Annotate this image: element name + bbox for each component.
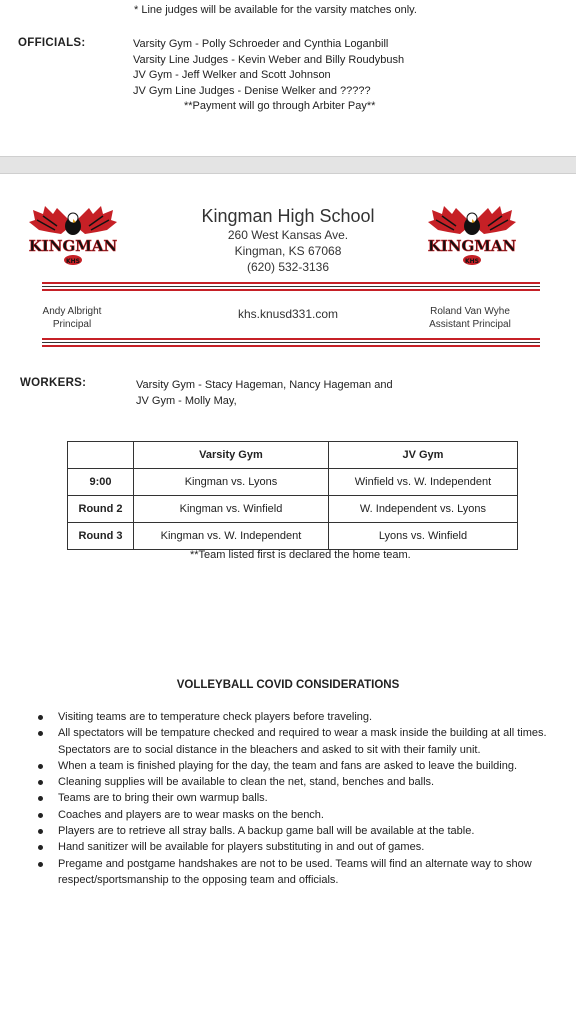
schedule-row <box>68 469 518 496</box>
schedule-header-cell <box>68 442 134 469</box>
schedule-slot: Round 2 <box>68 496 134 523</box>
workers-item: Varsity Gym - Stacy Hageman, Nancy Hageman and <box>136 379 393 391</box>
schedule-header-cell: Varsity Gym <box>134 442 329 469</box>
list-item: Coaches and players are to wear masks on the bench. <box>38 807 550 823</box>
schedule-row <box>68 523 518 550</box>
letterhead-rule <box>42 289 540 291</box>
list-item: Players are to retrieve all stray balls. A backup game ball will be available at the table. <box>38 823 550 839</box>
schedule-row <box>68 496 518 523</box>
list-item: When a team is finished playing for the day, the team and fans are asked to leave the building. <box>38 758 550 774</box>
schedule-varsity-match: Kingman vs. Lyons <box>134 469 329 496</box>
schedule-varsity-match: Kingman vs. W. Independent <box>134 523 329 550</box>
letterhead-rule <box>42 338 540 340</box>
schedule-jv-match: Winfield vs. W. Independent <box>328 469 517 496</box>
schedule-header-row <box>68 442 518 469</box>
list-item: Visiting teams are to temperature check players before traveling. <box>38 709 550 725</box>
workers-list <box>136 377 393 409</box>
workers-label: WORKERS: <box>20 377 87 389</box>
officials-item: Varsity Line Judges - Kevin Weber and Billy Roudybush <box>133 53 405 66</box>
officials-item: JV Gym - Jeff Welker and Scott Johnson <box>133 69 331 81</box>
logo-subtext: KHS <box>465 258 479 265</box>
address-street: 260 West Kansas Ave. <box>227 228 349 242</box>
covid-list <box>38 709 550 888</box>
logo-wordmark: KINGMAN <box>427 237 517 255</box>
officials-item: JV Gym Line Judges - Denise Welker and ????? <box>133 84 371 97</box>
school-name: Kingman High School <box>201 206 375 226</box>
schedule-header-cell: JV Gym <box>328 442 517 469</box>
logo-wordmark: KINGMAN <box>28 237 118 255</box>
list-item: Cleaning supplies will be available to clean the net, stand, benches and balls. <box>38 774 550 790</box>
schedule-jv-match: W. Independent vs. Lyons <box>328 496 517 523</box>
list-item: Teams are to bring their own warmup balls. <box>38 790 550 806</box>
schedule-table <box>67 441 518 550</box>
list-item: Hand sanitizer will be available for players substituting in and out of games. <box>38 839 550 855</box>
home-team-note: **Team listed first is declared the home team. <box>190 549 411 561</box>
previous-page-section <box>0 0 576 155</box>
kingman-eagle-logo-right <box>426 204 518 268</box>
arbiter-pay-note: **Payment will go through Arbiter Pay** <box>184 100 376 112</box>
principal-title: Principal <box>52 319 92 330</box>
principal-name: Andy Albright <box>42 306 102 317</box>
assistant-principal-block <box>418 305 522 331</box>
phone-number: (620) 532-3136 <box>246 260 330 274</box>
line-judges-note: * Line judges will be available for the varsity matches only. <box>134 4 417 16</box>
list-item: All spectators will be tempature checked and required to wear a mask inside the building at all times. Spectators are to social distance in the bleachers and asked to sit with their family unit. <box>38 725 550 758</box>
schedule-slot: Round 3 <box>68 523 134 550</box>
assistant-principal-title: Assistant Principal <box>429 319 511 330</box>
schedule-varsity-match: Kingman vs. Winfield <box>134 496 329 523</box>
list-item: Pregame and postgame handshakes are not to be used. Teams will find an alternate way to show respect/sportsmanship to the opposing team and officials. <box>38 856 550 889</box>
schedule-jv-match: Lyons vs. Winfield <box>328 523 517 550</box>
assistant-principal-name: Roland Van Wyhe <box>430 306 510 317</box>
officials-list <box>133 37 404 99</box>
letterhead-rule <box>42 286 540 287</box>
letterhead-rule <box>42 342 540 343</box>
schedule-slot: 9:00 <box>68 469 134 496</box>
letterhead-rule <box>42 345 540 347</box>
letterhead-rule <box>42 282 540 284</box>
officials-label: OFFICIALS: <box>18 37 86 49</box>
officials-item: Varsity Gym - Polly Schroeder and Cynthia Loganbill <box>133 38 389 50</box>
workers-item: JV Gym - Molly May, <box>136 395 237 407</box>
school-website: khs.knusd331.com <box>237 307 339 321</box>
covid-title: VOLLEYBALL COVID CONSIDERATIONS <box>176 679 400 691</box>
page-separator <box>0 156 576 174</box>
address-city: Kingman, KS 67068 <box>234 244 342 258</box>
letter-page <box>0 174 576 1024</box>
logo-subtext: KHS <box>66 258 80 265</box>
